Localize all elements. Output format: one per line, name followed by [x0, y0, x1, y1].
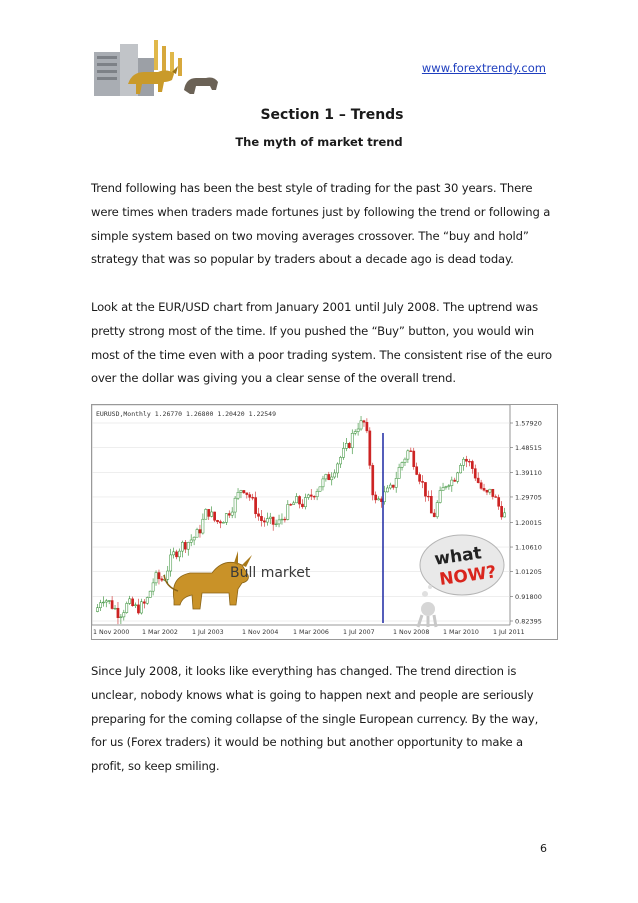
y-tick-label: 1.39110 — [515, 468, 542, 477]
candle-body — [398, 467, 400, 478]
candle-body — [304, 498, 306, 507]
candle-body — [231, 512, 233, 515]
candle-body — [468, 461, 470, 462]
candle-body — [243, 490, 245, 492]
candle-body — [205, 509, 207, 519]
candle-body — [454, 480, 456, 481]
candle-body — [416, 467, 418, 475]
candle-body — [404, 459, 406, 462]
candle-body — [175, 552, 177, 557]
candle-body — [442, 487, 444, 490]
candle-body — [246, 493, 248, 495]
candle-body — [345, 443, 347, 448]
x-tick-label: 1 Nov 2004 — [242, 629, 279, 636]
candle-body — [137, 605, 139, 613]
candle-body — [123, 613, 125, 617]
candle-body — [173, 552, 175, 555]
y-tick-label: 0.91800 — [515, 592, 542, 601]
section-title: Section 1 – Trends — [260, 107, 404, 123]
candle-body — [111, 601, 113, 609]
candle-body — [477, 478, 479, 483]
candle-body — [158, 573, 160, 579]
what-label: what — [433, 543, 483, 570]
candle-body — [199, 530, 201, 534]
candle-body — [462, 459, 464, 465]
candle-body — [284, 519, 286, 520]
candle-body — [325, 474, 327, 478]
candle-body — [363, 421, 365, 423]
candle-body — [181, 542, 183, 551]
candle-body — [465, 459, 467, 461]
candle-body — [102, 602, 104, 603]
candle-body — [395, 478, 397, 487]
x-tick-label: 1 Jul 2007 — [343, 629, 375, 636]
candle-body — [503, 513, 505, 517]
x-tick-label: 1 Mar 2002 — [142, 629, 178, 636]
y-tick-label: 1.57920 — [515, 419, 542, 428]
y-tick-label: 1.29705 — [515, 493, 542, 502]
candle-body — [492, 489, 494, 496]
candle-body — [252, 497, 254, 498]
chart-header-text: EURUSD,Monthly 1.26770 1.26800 1.20420 1.22549 — [96, 410, 277, 418]
paragraph-eurusd-uptrend: Look at the EUR/USD chart from January 2001 until July 2008. The uptrend was pretty strong most of the time. If you pushed the “Buy” button, you would win most of the time even with a poor trading system. The consistent rise of the euro over the dollar was giving you a clear sense of the overall trend. — [91, 300, 552, 386]
candle-body — [366, 422, 368, 431]
candle-body — [360, 421, 362, 429]
candle-body — [222, 522, 224, 523]
x-tick-label: 1 Mar 2006 — [293, 629, 329, 636]
candle-body — [146, 598, 148, 604]
candle-body — [134, 605, 136, 606]
candle-body — [208, 509, 210, 516]
candle-body — [448, 486, 450, 487]
candle-body — [149, 591, 151, 597]
candle-body — [155, 573, 157, 583]
y-tick-label: 0.82395 — [515, 617, 542, 626]
candle-body — [293, 503, 295, 505]
candle-body — [290, 504, 292, 505]
candle-body — [214, 512, 216, 520]
candle-body — [99, 603, 101, 608]
candle-body — [339, 457, 341, 464]
candle-body — [342, 448, 344, 457]
candle-body — [498, 497, 500, 506]
candle-body — [296, 496, 298, 502]
candle-body — [266, 519, 268, 523]
candle-body — [301, 504, 303, 507]
candle-body — [190, 540, 192, 542]
forextrendy-logo — [88, 38, 223, 100]
candle-body — [275, 524, 277, 525]
candle-body — [319, 487, 321, 491]
candle-body — [480, 483, 482, 489]
candle-body — [322, 479, 324, 487]
candle-body — [117, 608, 119, 618]
candle-body — [307, 495, 309, 498]
candle-body — [237, 492, 239, 498]
candle-body — [140, 602, 142, 613]
candle-body — [483, 488, 485, 490]
candle-body — [96, 608, 98, 612]
candle-body — [225, 514, 227, 523]
candle-body — [436, 503, 438, 517]
bull-market-label: Bull market — [230, 565, 311, 581]
candle-body — [407, 451, 409, 459]
y-tick-label: 1.10610 — [515, 543, 542, 552]
candle-body — [375, 495, 377, 500]
candle-body — [334, 473, 336, 477]
candle-body — [331, 477, 333, 480]
page-number: 6 — [540, 842, 547, 855]
candle-body — [457, 473, 459, 482]
candle-body — [372, 465, 374, 495]
y-tick-label: 1.48515 — [515, 444, 542, 453]
candle-body — [132, 599, 134, 606]
x-tick-label: 1 Jul 2003 — [192, 629, 224, 636]
candle-body — [337, 464, 339, 473]
candle-body — [196, 530, 198, 538]
x-tick-label: 1 Mar 2010 — [443, 629, 479, 636]
candle-body — [281, 519, 283, 520]
candle-body — [287, 504, 289, 519]
candle-body — [474, 469, 476, 478]
candle-body — [255, 498, 257, 514]
candle-body — [105, 601, 107, 602]
candle-body — [108, 601, 110, 602]
x-tick-label: 1 Nov 2000 — [93, 629, 130, 636]
eurusd-chart-svg — [92, 405, 557, 639]
candle-body — [193, 537, 195, 540]
candle-body — [357, 429, 359, 432]
candle-body — [114, 608, 116, 609]
candle-body — [413, 451, 415, 467]
candle-body — [451, 480, 453, 486]
candle-body — [120, 617, 122, 618]
candle-body — [126, 603, 128, 612]
candle-body — [354, 432, 356, 434]
candle-body — [143, 602, 145, 604]
candle-body — [167, 571, 169, 579]
candle-body — [170, 555, 172, 571]
candle-body — [386, 488, 388, 492]
candle-body — [187, 542, 189, 549]
site-link[interactable]: www.forextrendy.com — [421, 61, 546, 75]
candle-body — [401, 463, 403, 468]
candle-body — [495, 497, 497, 498]
candle-body — [249, 495, 251, 498]
candle-body — [260, 516, 262, 520]
candle-body — [240, 490, 242, 492]
paragraph-since-july-2008: Since July 2008, it looks like everything has changed. The trend direction is unclear, nobody knows what is going to happen next and people are seriously preparing for the coming collapse of the single European currency. By the way, for us (Forex traders) it would be nothing but another opportunity to make a profit, so keep smiling. — [91, 664, 539, 774]
candle-body — [351, 433, 353, 448]
candle-body — [427, 496, 429, 497]
candle-body — [272, 517, 274, 524]
candle-body — [211, 512, 213, 516]
candle-body — [328, 474, 330, 479]
candle-body — [378, 499, 380, 500]
candle-body — [269, 517, 271, 519]
candle-body — [129, 599, 131, 604]
paragraph-trend-following: Trend following has been the best style of trading for the past 30 years. There were times when traders made fortunes just by following the trend or following a simple system based on two moving averages crossover. The “buy and hold” strategy that was so popular by traders about a decade ago is dead today. — [91, 181, 551, 267]
candle-body — [410, 451, 412, 452]
candle-body — [460, 465, 462, 472]
candle-body — [419, 475, 421, 482]
candle-body — [501, 506, 503, 517]
y-tick-label: 1.20015 — [515, 518, 542, 527]
x-tick-label: 1 Nov 2008 — [393, 629, 430, 636]
candle-body — [421, 481, 423, 482]
candle-body — [389, 485, 391, 488]
candle-body — [430, 496, 432, 513]
candle-body — [228, 514, 230, 516]
candle-body — [392, 485, 394, 487]
eurusd-monthly-chart — [91, 404, 558, 640]
candle-body — [369, 431, 371, 465]
candle-body — [445, 487, 447, 488]
candle-body — [433, 513, 435, 517]
candle-body — [216, 520, 218, 521]
candle-body — [486, 490, 488, 492]
candle-body — [263, 521, 265, 522]
candle-body — [316, 491, 318, 496]
candle-body — [424, 482, 426, 496]
candle-body — [234, 498, 236, 512]
now-label: NOW? — [438, 562, 498, 591]
y-tick-label: 1.01205 — [515, 568, 542, 577]
candle-body — [257, 514, 259, 517]
candle-body — [184, 542, 186, 549]
candle-body — [313, 496, 315, 497]
x-tick-label: 1 Jul 2011 — [493, 629, 525, 636]
candle-body — [298, 496, 300, 504]
candle-body — [489, 489, 491, 492]
candle-body — [152, 583, 154, 591]
candle-body — [310, 495, 312, 496]
section-subtitle: The myth of market trend — [235, 135, 403, 149]
candle-body — [219, 522, 221, 523]
candle-body — [202, 519, 204, 533]
candle-body — [178, 551, 180, 557]
candle-body — [471, 461, 473, 468]
candle-body — [348, 443, 350, 447]
candle-body — [161, 579, 163, 580]
candle-body — [439, 490, 441, 502]
candle-body — [278, 520, 280, 524]
